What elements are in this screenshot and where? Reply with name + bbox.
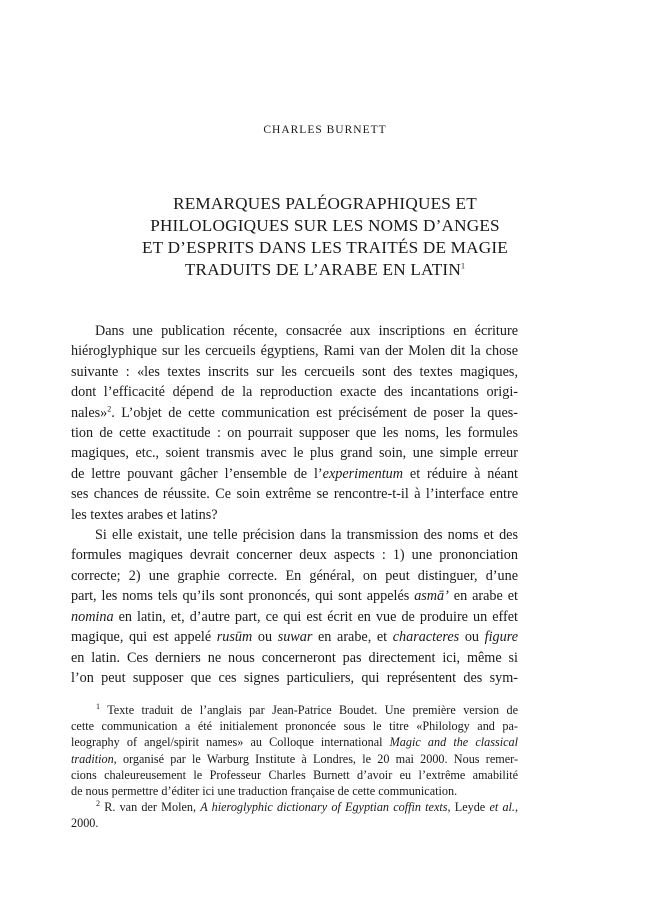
text-line [71,586,518,606]
text-segment: et réduire à néant [403,465,518,482]
text-segment: en arabe et [448,588,518,605]
text-segment: de lettre pouvant gâcher l’ensemble de l’ [71,465,323,482]
text-line: les textes arabes et latins? [71,506,218,523]
text-segment: R. van der Molen, [100,800,201,815]
text-line [71,403,518,423]
text-line: Si elle existait, une telle précision dans la transmission des noms et des [95,527,518,544]
text-line [71,464,518,484]
italic-term: asmā’ [414,588,449,605]
italic-title: A hieroglyphic dictionary of Egyptian coffin texts [200,800,448,815]
title-line: PHILOLOGIQUES SUR LES NOMS D’ANGES [150,216,500,235]
text-line: dont l’efficacité dépend de la reproduction exacte des incantations origi- [71,384,518,401]
footnotes [71,701,519,832]
text-segment: , Leyde [447,800,490,815]
text-segment: ou [459,629,485,646]
text-line: correcte; 2) une graphie correcte. En général, on peut distinguer, d’une [71,567,518,584]
text-line: l’on peut supposer que ces signes particuliers, qui représentent des sym- [71,669,518,686]
text-segment: ou [252,629,278,646]
footnote-1-line [96,702,518,718]
title-line-text: TRADUITS DE L’ARABE EN LATIN [184,260,461,279]
footnote-number-2: 2 [96,799,100,809]
text-line [71,627,518,647]
footnote-number-1: 1 [96,701,100,711]
italic-title: tradition [71,751,114,766]
text-line: suivante : «les textes inscrits sur les cercueils sont des textes magiques, [71,363,518,380]
text-segment: magique, qui est appelé [71,629,217,646]
italic-term: et al. [489,800,515,815]
title-line: ET D’ESPRITS DANS LES TRAITÉS DE MAGIE [141,238,508,257]
text-line [71,607,518,627]
body-text [71,321,518,688]
footnote-1-line: de nous permettre d’éditer ici une traduction française de cette communication. [71,784,458,799]
text-line: Dans une publication récente, consacrée aux inscriptions en écriture [95,323,518,339]
text-line: magiques, etc., soient transmis avec le plus grand soin, une simple erreur [71,445,518,462]
italic-title: Magic and the classical [389,735,518,750]
footnote-1-line [71,751,518,767]
text-segment: Texte traduit de l’anglais par Jean-Patrice Boudet. Une première version de [100,703,518,717]
text-segment: , organisé par le Warburg Institute à Londres, le 20 mai 2000. Nous remer- [113,751,518,766]
article-title [60,193,590,281]
italic-term: suwar [277,629,313,646]
author-name: CHARLES BURNETT [263,124,387,136]
title-line [60,259,590,281]
text-segment: part, les noms tels qu’ils sont prononcés, qui sont appelés [71,588,415,605]
text-segment: nales» [71,404,108,421]
italic-term: figure [484,629,518,646]
text-line: hiéroglyphique sur les cercueils égyptiens, Rami van der Molen dit la chose [71,343,518,360]
footnote-2-line: 2000. [71,816,99,831]
italic-term: characteres [392,629,460,646]
text-segment: , [514,800,519,815]
title-line: REMARQUES PALÉOGRAPHIQUES ET [173,194,477,213]
footnote-1-line [71,734,518,750]
italic-term: rusūm [216,629,253,646]
text-line: tion de cette exactitude : on pourrait supposer que les noms, les formules [71,425,518,442]
footnote-marker-2: 2 [107,403,112,413]
text-segment: leography of angel/spirit names» au Colloque international [71,735,390,750]
text-line: formules magiques devrait concerner deux aspects : 1) une prononciation [71,547,518,564]
footnote-2-line [96,799,518,815]
footnote-1-line: cette communication a été initialement prononcée sous le titre «Philology and pa- [71,719,518,734]
italic-term: experimentum [322,465,404,482]
text-segment: . L’objet de cette communication est précisément de poser la ques- [111,404,518,421]
italic-term: nomina [71,608,114,625]
footnote-1-line: cions chaleureusement le Professeur Charles Burnett d’avoir eu l’extrême amabilité [71,767,518,782]
footnote-marker-1: 1 [460,261,466,271]
text-line: ses chances de réussite. Ce soin extrême se rencontre-t-il à l’interface entre [71,486,518,503]
text-segment: en latin, et, d’autre part, ce qui est écrit en vue de produire un effet [113,608,518,625]
text-segment: en arabe, et [312,629,393,646]
text-line: en latin. Ces derniers ne nous concerneront pas directement ici, même si [71,649,518,666]
